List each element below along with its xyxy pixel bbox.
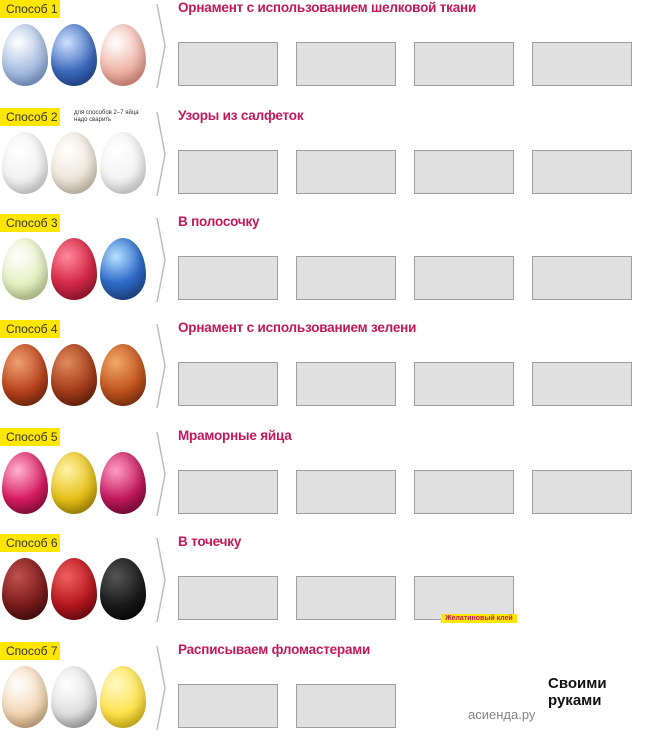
egg-image	[100, 24, 146, 86]
step-text	[296, 660, 408, 682]
arrow-icon	[155, 538, 167, 622]
method-2-step-3	[414, 126, 526, 194]
method-5-tag: Способ 5	[0, 428, 60, 446]
method-6-tag: Способ 6	[0, 534, 60, 552]
method-2-step-1	[178, 126, 290, 194]
step-text	[178, 18, 290, 40]
method-1-step-4	[532, 18, 644, 86]
method-2-note: для способов 2–7 яйца надо сварить	[74, 110, 139, 123]
egg-image	[2, 238, 48, 300]
step-illustration	[414, 470, 514, 514]
step-text	[178, 338, 290, 360]
method-3-step-3	[414, 232, 526, 300]
step-illustration	[532, 256, 632, 300]
step-text	[414, 446, 526, 468]
method-5-title: Мраморные яйца	[178, 428, 292, 443]
egg-image	[51, 132, 97, 194]
egg-image	[51, 558, 97, 620]
step-text	[532, 338, 644, 360]
egg-image	[51, 344, 97, 406]
egg-image	[2, 452, 48, 514]
step-text	[178, 232, 290, 254]
step-illustration	[296, 42, 396, 86]
step-illustration	[178, 576, 278, 620]
method-4-step-3	[414, 338, 526, 406]
method-6-step-2	[296, 552, 408, 620]
step-illustration	[414, 150, 514, 194]
step-illustration	[414, 42, 514, 86]
method-3-eggs	[2, 236, 152, 302]
method-6-step-3	[414, 552, 526, 620]
step-illustration	[178, 256, 278, 300]
step-text	[414, 552, 526, 574]
method-1-step-3	[414, 18, 526, 86]
egg-image	[51, 24, 97, 86]
method-2-tag: Способ 2	[0, 108, 60, 126]
brand-line-1: Своими	[548, 675, 607, 692]
egg-image	[100, 666, 146, 728]
egg-image	[51, 452, 97, 514]
arrow-icon	[155, 432, 167, 516]
step-illustration	[532, 150, 632, 194]
step-text	[532, 126, 644, 148]
method-3-title: В полосочку	[178, 214, 260, 229]
method-7-eggs	[2, 664, 152, 730]
method-5-step-4	[532, 446, 644, 514]
method-3-section	[0, 214, 649, 318]
egg-image	[51, 238, 97, 300]
method-5-step-1	[178, 446, 290, 514]
step-text	[296, 232, 408, 254]
method-3-step-1	[178, 232, 290, 300]
step-text	[532, 232, 644, 254]
method-5-eggs	[2, 450, 152, 516]
method-4-tag: Способ 4	[0, 320, 60, 338]
egg-image	[100, 452, 146, 514]
method-3-step-4	[532, 232, 644, 300]
step-illustration	[296, 470, 396, 514]
jelly-glue-note	[420, 614, 538, 625]
method-6-step-1	[178, 552, 290, 620]
egg-image	[2, 558, 48, 620]
step-illustration	[296, 362, 396, 406]
method-4-eggs	[2, 342, 152, 408]
method-4-section	[0, 320, 649, 424]
method-3-step-2	[296, 232, 408, 300]
step-text	[414, 126, 526, 148]
step-illustration	[178, 470, 278, 514]
step-illustration	[532, 470, 632, 514]
step-illustration	[532, 362, 632, 406]
method-2-eggs	[2, 130, 152, 196]
arrow-icon	[155, 218, 167, 302]
step-illustration	[414, 256, 514, 300]
egg-image	[2, 666, 48, 728]
method-2-step-2	[296, 126, 408, 194]
step-text	[296, 18, 408, 40]
method-3-tag: Способ 3	[0, 214, 60, 232]
brand-line-2: руками	[548, 692, 602, 709]
step-illustration	[414, 362, 514, 406]
method-5-step-2	[296, 446, 408, 514]
step-illustration	[296, 256, 396, 300]
step-text	[296, 552, 408, 574]
egg-image	[2, 132, 48, 194]
method-1-eggs	[2, 22, 152, 88]
arrow-icon	[155, 4, 167, 88]
step-text	[296, 126, 408, 148]
method-6-title: В точечку	[178, 534, 242, 549]
step-illustration	[178, 684, 278, 728]
watermark: асиенда.ру	[468, 707, 536, 722]
method-7-title: Расписываем фломастерами	[178, 642, 371, 657]
step-text	[532, 18, 644, 40]
method-6-section	[0, 534, 649, 638]
egg-image	[2, 24, 48, 86]
step-text	[178, 660, 290, 682]
method-2-step-4	[532, 126, 644, 194]
step-illustration	[178, 42, 278, 86]
method-2-title: Узоры из салфеток	[178, 108, 304, 123]
step-illustration	[532, 42, 632, 86]
step-text	[414, 338, 526, 360]
egg-image	[51, 666, 97, 728]
egg-image	[100, 344, 146, 406]
method-1-step-1	[178, 18, 290, 86]
step-text	[414, 18, 526, 40]
method-5-step-3	[414, 446, 526, 514]
egg-image	[100, 132, 146, 194]
step-text	[414, 232, 526, 254]
step-illustration	[178, 150, 278, 194]
method-5-section	[0, 428, 649, 532]
step-illustration	[178, 362, 278, 406]
method-1-section	[0, 0, 649, 104]
step-text	[178, 446, 290, 468]
method-6-eggs	[2, 556, 152, 622]
brand-logo	[548, 676, 644, 742]
step-illustration	[296, 150, 396, 194]
step-illustration	[296, 576, 396, 620]
method-7-step-1	[178, 660, 290, 728]
egg-image	[100, 558, 146, 620]
egg-image	[100, 238, 146, 300]
step-text	[178, 552, 290, 574]
method-1-title: Орнамент с использованием шелковой ткани	[178, 0, 477, 15]
method-1-step-2	[296, 18, 408, 86]
jelly-glue-title: Желатиновый клей	[441, 614, 516, 623]
egg-image	[2, 344, 48, 406]
method-7-step-2	[296, 660, 408, 728]
arrow-icon	[155, 646, 167, 730]
step-text	[532, 446, 644, 468]
step-text	[178, 126, 290, 148]
method-2-section	[0, 108, 649, 212]
step-text	[296, 338, 408, 360]
method-4-step-4	[532, 338, 644, 406]
method-1-tag: Способ 1	[0, 0, 60, 18]
arrow-icon	[155, 324, 167, 408]
method-4-step-1	[178, 338, 290, 406]
method-4-step-2	[296, 338, 408, 406]
method-7-tag: Способ 7	[0, 642, 60, 660]
step-illustration	[296, 684, 396, 728]
step-text	[296, 446, 408, 468]
arrow-icon	[155, 112, 167, 196]
method-4-title: Орнамент с использованием зелени	[178, 320, 417, 335]
